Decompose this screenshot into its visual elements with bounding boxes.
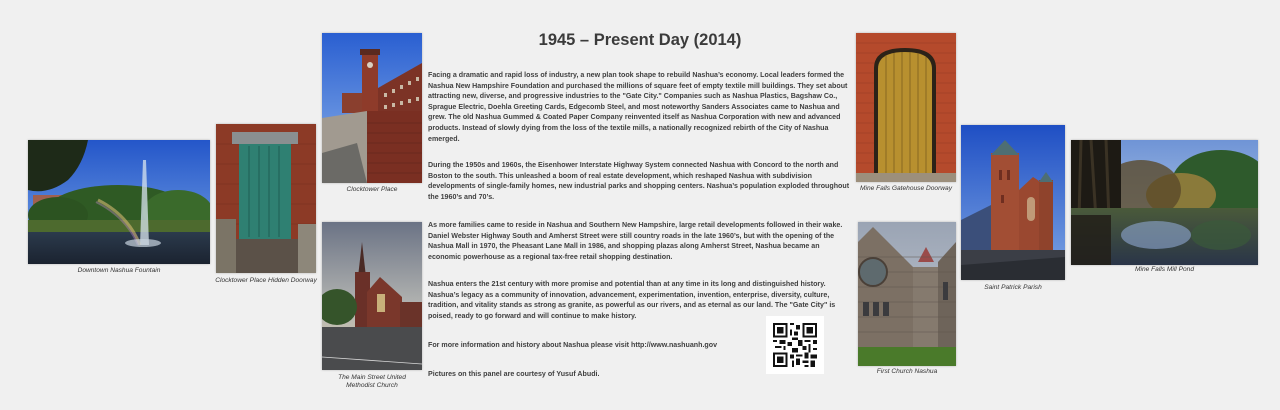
saint-patrick-image-icon bbox=[961, 125, 1065, 280]
caption-mill-pond: Mine Falls Mill Pond bbox=[1135, 266, 1194, 273]
photo-downtown-fountain bbox=[28, 140, 210, 264]
caption-hidden-doorway: Clocktower Place Hidden Doorway bbox=[215, 277, 317, 284]
caption-methodist-line2: Methodist Church bbox=[346, 382, 398, 389]
caption-saint-patrick: Saint Patrick Parish bbox=[984, 284, 1042, 291]
photo-mill-pond bbox=[1071, 140, 1258, 265]
photo-saint-patrick bbox=[961, 125, 1065, 280]
more-info-text: For more information and history about Nashua please visit http://www.nashuanh.gov bbox=[428, 341, 718, 349]
caption-gatehouse-doorway: Mine Falls Gatehouse Doorway bbox=[860, 185, 952, 192]
panel-title: 1945 – Present Day (2014) bbox=[538, 31, 742, 49]
hidden-doorway-image-icon bbox=[216, 124, 316, 273]
qr-code-icon bbox=[773, 323, 817, 367]
photo-clocktower-place bbox=[322, 33, 422, 183]
photo-credit-text: Pictures on this panel are courtesy of Yusuf Abudi. bbox=[428, 370, 600, 378]
paragraph-21st-century: Nashua enters the 21st century with more promise and potential than at any time in its long and distinguished history. Nashua’s legacy as a community of innovation, advancement, experimentation, invention, enterprise, diversity, culture, tradition, and vitality stands as strong as granite, as powerful as our rivers, and as eternal as our land. The "Gate City" is poised, ready to go forward and will continue to make history. bbox=[428, 280, 836, 320]
caption-downtown-fountain: Downtown Nashua Fountain bbox=[77, 267, 161, 274]
caption-first-church: First Church Nashua bbox=[876, 368, 938, 375]
photo-gatehouse-doorway bbox=[856, 33, 956, 182]
paragraph-retail: As more families came to reside in Nashua and Southern New Hampshire, large retail developments followed in their wake. Daniel Webster Highway South and Amherst Street were still country roads in the late 1960’s, but with the opening of the Nashua Mall in 1970, the Pheasant Lane Mall in 1986, and shopping plazas along Amherst Street, Nashua became an economic powerhouse as a regional tax-free retail shopping destination. bbox=[428, 221, 843, 261]
mill-pond-image-icon bbox=[1071, 140, 1258, 265]
photo-methodist-church bbox=[322, 222, 422, 370]
first-church-image-icon bbox=[858, 222, 956, 366]
caption-clocktower-place: Clocktower Place bbox=[346, 186, 398, 193]
paragraph-highway: During the 1950s and 1960s, the Eisenhower Interstate Highway System connected Nashua with Concord to the north and Boston to the south. This unleashed a boom of real estate development, which reshaped Nashua with subdivision developments of single-family homes, new industrial parks and shopping centers. Nashua’s population exploded throughout the 1960’s and 70’s. bbox=[428, 161, 850, 201]
fountain-image-icon bbox=[28, 140, 210, 264]
photo-hidden-doorway bbox=[216, 124, 316, 273]
gatehouse-doorway-image-icon bbox=[856, 33, 956, 182]
caption-methodist-line1: The Main Street United bbox=[338, 374, 406, 381]
methodist-church-image-icon bbox=[322, 222, 422, 370]
paragraph-rebuild: Facing a dramatic and rapid loss of industry, a new plan took shape to rebuild Nashua’s economy. Local leaders formed the Nashua New Hampshire Foundation and purchased the millions of square feet of empty textile mill buildings. They set about attracting new, diverse, and progressive industries to the "Gate City." Companies such as Nashua Plastics, Bagshaw Co., Sprague Electric, Doehla Greeting Cards, Edgecomb Steel, and most noteworthy Sanders Associates came to Nashua and grew. The old Nashua Gummed & Coated Paper Company reinvented itself as Nashua Corporation with new and advanced products. Instead of slowly dying from the loss of the textile mills, a nationally recognized rebirth of the City of Nashua emerged. bbox=[428, 71, 848, 143]
clocktower-image-icon bbox=[322, 33, 422, 183]
caption-methodist-church bbox=[312, 374, 432, 390]
qr-code[interactable] bbox=[766, 316, 824, 374]
photo-first-church bbox=[858, 222, 956, 366]
